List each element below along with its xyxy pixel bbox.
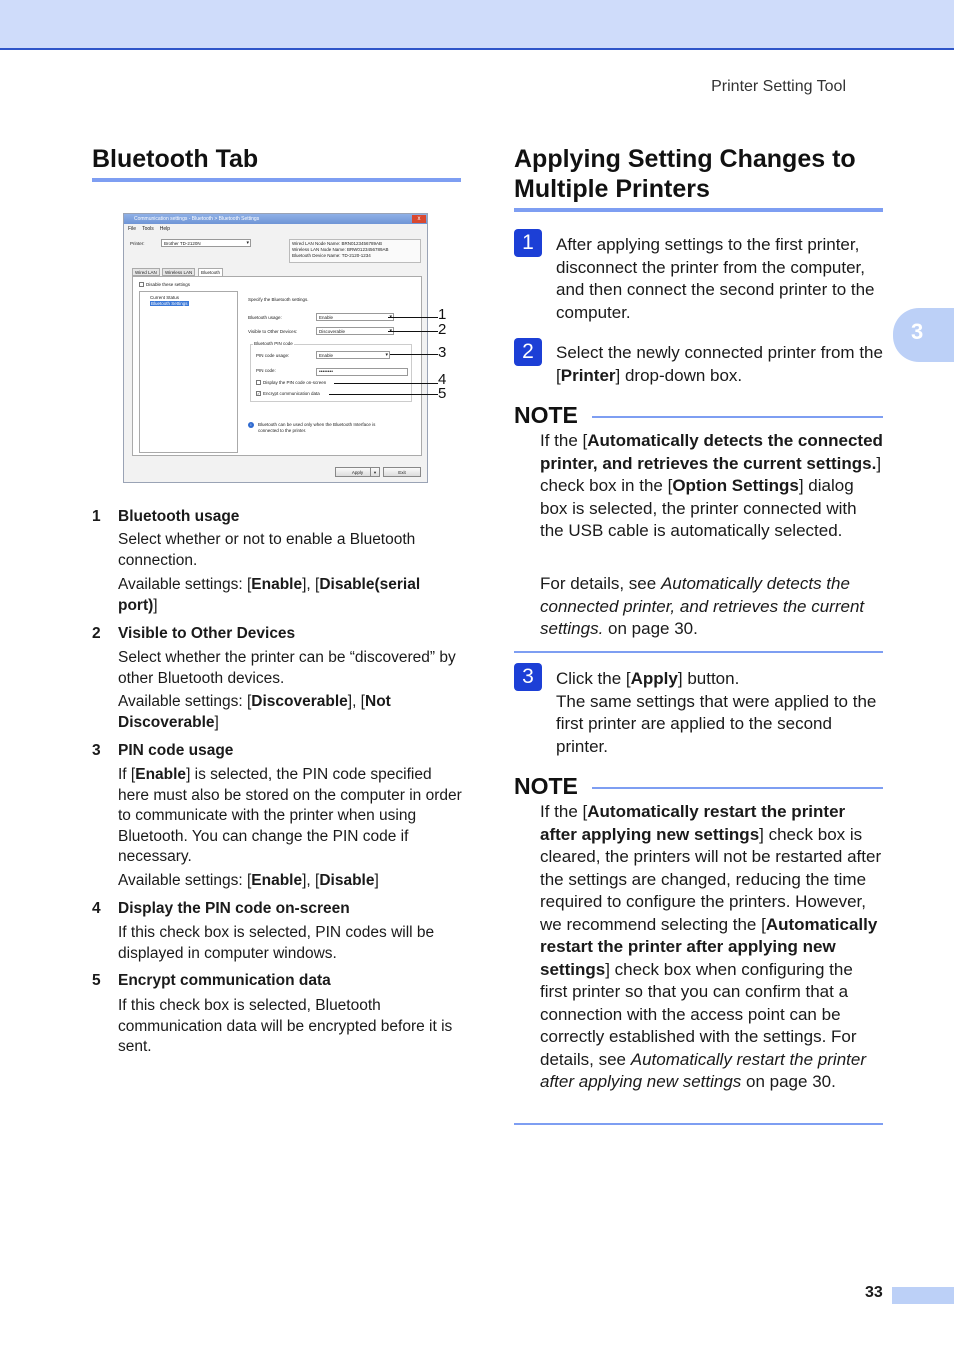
callout-line	[390, 354, 438, 355]
note-1-paragraph: If the [Automatically detects the connected printer, and retrieves the current settings.] check box in the [Option Settings] dialog box is selected, the printer connected with the USB cable is automatically selected.	[540, 431, 883, 540]
chapter-tab	[893, 308, 954, 362]
title-rule	[514, 208, 883, 212]
pin-usage-label: PIN code usage:	[256, 353, 290, 358]
encrypt-checkbox: ✓	[257, 391, 261, 396]
info-line: Bluetooth Device Name: TD-2120-1234	[292, 253, 371, 258]
callout-line	[388, 317, 438, 318]
item-description: Select whether the printer can be “discovered” by other Bluetooth devices.	[118, 649, 456, 687]
settings-tree	[139, 291, 238, 453]
pin-usage-select: Enable ▾	[316, 351, 390, 359]
apply-dropdown-icon: ▾	[370, 467, 380, 477]
info-icon: i	[248, 422, 254, 428]
step-badge-2: 2	[514, 338, 542, 366]
menu-file: File	[128, 226, 137, 232]
item-description: If [Enable] is selected, the PIN code specified here must also be stored on the computer in order to communicate with the printer when using Bluetooth. You can change the PIN code if necessary.	[118, 766, 462, 865]
display-pin-label: Display the PIN code on-screen	[263, 380, 327, 385]
bluetooth-usage-label: Bluetooth usage:	[248, 315, 282, 320]
item-number: 3	[92, 742, 101, 759]
info-note-line: Bluetooth can be used only when the Bluetooth Interface is	[258, 422, 376, 427]
note-title: NOTE	[514, 402, 578, 428]
note-end-rule	[514, 651, 883, 653]
section-title-bluetooth-tab: Bluetooth Tab	[92, 145, 259, 173]
callout-3: 3	[438, 344, 447, 361]
tree-item-bluetooth-settings: Bluetooth Settings	[151, 301, 188, 306]
item-description: If this check box is selected, Bluetooth communication data will be encrypted before it is sent.	[118, 997, 453, 1055]
tree-item-current-status: Current Status	[150, 295, 180, 300]
note-end-rule	[514, 1123, 883, 1125]
bluetooth-settings-screenshot	[123, 213, 428, 483]
pin-code-label: PIN code:	[256, 368, 276, 373]
item-heading: Encrypt communication data	[118, 972, 331, 989]
disable-label: Disable these settings	[146, 282, 191, 287]
visible-label: Visible to Other Devices:	[248, 329, 298, 334]
page-number: 33	[865, 1284, 883, 1301]
item-heading: Visible to Other Devices	[118, 625, 296, 642]
info-line: Wireless LAN Node Name: BRW0123456789AB	[292, 247, 389, 252]
section-title-multiple-printers: Applying Setting Changes to Multiple Printers	[514, 145, 856, 203]
bluetooth-usage-select: Enable ▾	[316, 313, 394, 321]
apply-button: Apply	[335, 467, 380, 477]
step-3-text: Click the [Apply] button. The same settings that were applied to the first printer are applied to the second printer.	[556, 669, 877, 756]
item-available-settings: Available settings: [Enable], [Disable]	[118, 872, 379, 889]
pin-group-label: Bluetooth PIN code	[254, 341, 293, 346]
note-1-reference: For details, see Automatically detects the connected printer, and retrieves the current settings. on page 30.	[540, 574, 865, 638]
printer-label: Printer:	[130, 241, 145, 246]
tab-wired-lan: Wired LAN	[132, 268, 160, 276]
step-badge-1: 1	[514, 229, 542, 257]
item-number: 2	[92, 625, 101, 642]
running-title: Printer Setting Tool	[711, 78, 846, 95]
step-2-text: Select the newly connected printer from the [Printer] drop-down box.	[556, 343, 883, 385]
item-number: 5	[92, 972, 101, 989]
visible-select: Discoverable ▾	[316, 327, 394, 335]
menu-bar	[128, 226, 176, 232]
chapter-number: 3	[911, 319, 924, 344]
window-title: Communication settings - Bluetooth > Bluetooth Settings	[134, 216, 260, 222]
tab-bluetooth: Bluetooth	[198, 268, 223, 277]
menu-help: Help	[159, 226, 171, 232]
tab-wireless-lan: Wireless LAN	[162, 268, 195, 276]
note-rule	[592, 787, 883, 789]
callout-line	[329, 394, 438, 395]
callout-2: 2	[438, 321, 447, 338]
pin-code-field: ••••••••	[316, 368, 408, 376]
encrypt-label: Encrypt communication data	[263, 391, 320, 396]
info-note-line: connected to the printer.	[258, 428, 307, 433]
step-1-text: After applying settings to the first printer, disconnect the printer from the computer, and then connect the second printer to the computer.	[556, 235, 875, 322]
callout-line	[334, 383, 438, 384]
item-number: 4	[92, 900, 101, 917]
item-number: 1	[92, 508, 101, 525]
header-band	[0, 0, 954, 50]
menu-tools: Tools	[142, 226, 154, 232]
specify-text: Specify the Bluetooth settings.	[248, 297, 309, 302]
info-line: Wired LAN Node Name: BRN0123456789AB	[292, 241, 383, 246]
item-description: If this check box is selected, PIN codes will be displayed in computer windows.	[118, 924, 435, 962]
callout-4: 4	[438, 371, 447, 388]
callout-5: 5	[438, 385, 447, 402]
title-rule	[92, 178, 461, 182]
disable-checkbox	[139, 282, 144, 287]
note-2-paragraph: If the [Automatically restart the printer after applying new settings] check box is cleared, the printers will not be restarted after the settings are changed, reducing the time required to configure the printers. However, we recommend selecting the [Automatically restart the printer after applying new settings] check box when configuring the first printer so that you can confirm that a connection with the access point can be correctly established with the settings. For details, see Automatically restart the printer after applying new settings on page 30.	[540, 802, 882, 1091]
item-heading: PIN code usage	[118, 742, 234, 759]
step-badge-3: 3	[514, 663, 542, 691]
item-available-settings: Available settings: [Enable], [Disable(serial port)]	[118, 576, 421, 614]
page-number-bar	[892, 1287, 954, 1304]
note-rule	[592, 416, 883, 418]
display-pin-checkbox	[256, 380, 261, 385]
printer-select: Brother TD-2120N ▾	[161, 239, 251, 247]
item-heading: Display the PIN code on-screen	[118, 900, 350, 917]
item-heading: Bluetooth usage	[118, 508, 240, 525]
node-info-box	[289, 239, 421, 263]
note-title: NOTE	[514, 773, 578, 799]
window-title-bar	[124, 214, 427, 224]
item-description: Select whether or not to enable a Bluetooth connection.	[118, 531, 416, 569]
item-available-settings: Available settings: [Discoverable], [Not Discoverable]	[118, 693, 391, 731]
exit-button: Exit	[383, 467, 421, 477]
close-icon: x	[412, 215, 426, 223]
callout-1: 1	[438, 306, 447, 323]
callout-line	[388, 331, 438, 332]
